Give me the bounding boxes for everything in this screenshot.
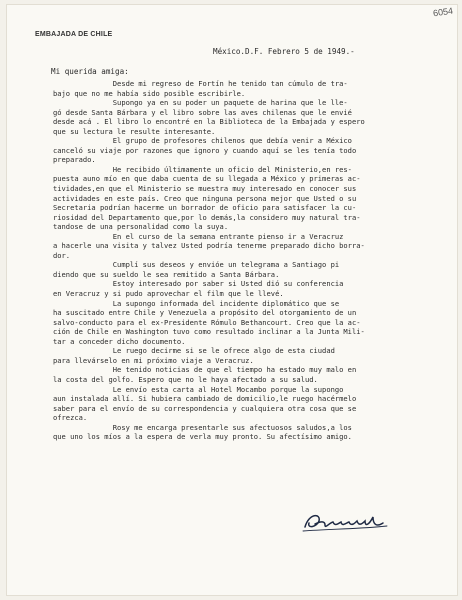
handwritten-signature xyxy=(299,511,389,535)
body-line: que su lectura le resulte interesante. xyxy=(53,126,216,136)
body-line: tandose de una personalidad como la suya. xyxy=(53,222,229,232)
body-line: canceló su viaje por razones que ignoro y cuando aquí se les tenía todo xyxy=(53,145,357,155)
body-line: actividades en este país. Creo que ninguna persona mejor que Usted o su xyxy=(53,193,357,203)
body-line: riosidad del Departamento que,por lo demás,la considero muy natural tra- xyxy=(53,212,361,222)
body-line: dor. xyxy=(53,250,71,260)
body-line: salvo-conducto para el ex-Presidente Rómulo Bethancourt. Creo que la ac- xyxy=(53,317,361,327)
body-line: En el curso de la semana entrante pienso ir a Veracruz xyxy=(53,231,344,241)
body-line: que uno los míos a la espera de verla muy pronto. Su afectísimo amigo. xyxy=(53,432,352,442)
body-line: aun instalada allí. Si hubiera cambiado de domicilio,le ruego hacérmelo xyxy=(53,394,357,404)
salutation: Mi querida amiga: xyxy=(51,67,129,76)
body-line: Secretaria podrían hacerme un borrador de oficio para satisfacer la cu- xyxy=(53,203,357,213)
body-line: ha suscitado entre Chile y Venezuela a propósito del otorgamiento de un xyxy=(53,308,357,318)
letter-body xyxy=(53,79,453,442)
body-line: Estoy interesado por saber si Usted dió su conferencia xyxy=(53,279,344,289)
body-line: ofrezca. xyxy=(53,413,88,423)
body-line: gó desde Santa Bárbara y el libro sobre las aves chilenas que le envié xyxy=(53,107,352,117)
body-line: El grupo de profesores chilenos que debía venir a México xyxy=(53,136,352,146)
body-line: Cumplí sus deseos y envióe un telegrama a Santiago pi xyxy=(53,260,340,270)
body-line: tividades,en que el Ministerio se muestra muy interesado en conocer sus xyxy=(53,184,357,194)
body-line: Supongo ya en su poder un paquete de harina que le lle- xyxy=(53,98,348,108)
body-line: Le envío esta carta al Hotel Mocambo porque la supongo xyxy=(53,384,344,394)
body-line: para llevárselo en mi próximo viaje a Veracruz. xyxy=(53,355,254,365)
archive-number: 6054 xyxy=(432,5,454,19)
body-line: Le ruego decirme si se le ofrece algo de esta ciudad xyxy=(53,346,335,356)
body-line: bajo que no me había sido posible escribirle. xyxy=(53,88,246,98)
body-line: saber para el envío de su correspondencia y cualquiera otra cosa que se xyxy=(53,403,357,413)
body-line: tar a conceder dicho documento. xyxy=(53,336,186,346)
body-line: a hacerle una visita y talvez Usted podría tenerme preparado dicho borra- xyxy=(53,241,365,251)
letter-page xyxy=(6,4,458,596)
body-line: puesta auno mío en que daba cuenta de su llegada a México y primeras ac- xyxy=(53,174,361,184)
letterhead: EMBAJADA DE CHILE xyxy=(35,31,113,38)
body-line: Desde mi regreso de Fortín he tenido tan cúmulo de tra- xyxy=(53,79,348,88)
body-line: la costa del golfo. Espero que no le haya afectado a su salud. xyxy=(53,374,318,384)
body-line: desde acá . El libro lo encontré en la Biblioteca de la Embajada y espero xyxy=(53,117,365,127)
body-line: La supongo informada del incidente diplomático que se xyxy=(53,298,340,308)
body-line: He recibido últimamente un oficio del Ministerio,en res- xyxy=(53,164,352,174)
body-line: Rosy me encarga presentarle sus afectuosos saludos,a los xyxy=(53,422,352,432)
letter-date: México.D.F. Febrero 5 de 1949.- xyxy=(213,47,355,56)
body-line: preparado. xyxy=(53,155,96,165)
body-line: He tenido noticias de que el tiempo ha estado muy malo en xyxy=(53,365,357,375)
body-line: en Veracruz y si pudo aprovechar el film que le llevé. xyxy=(53,289,284,299)
body-line: ción de Chile en Washington tuvo como resultado inclinar a la Junta Mili- xyxy=(53,327,365,337)
body-line: diendo que su sueldo le sea remitido a Santa Bárbara. xyxy=(53,269,280,279)
